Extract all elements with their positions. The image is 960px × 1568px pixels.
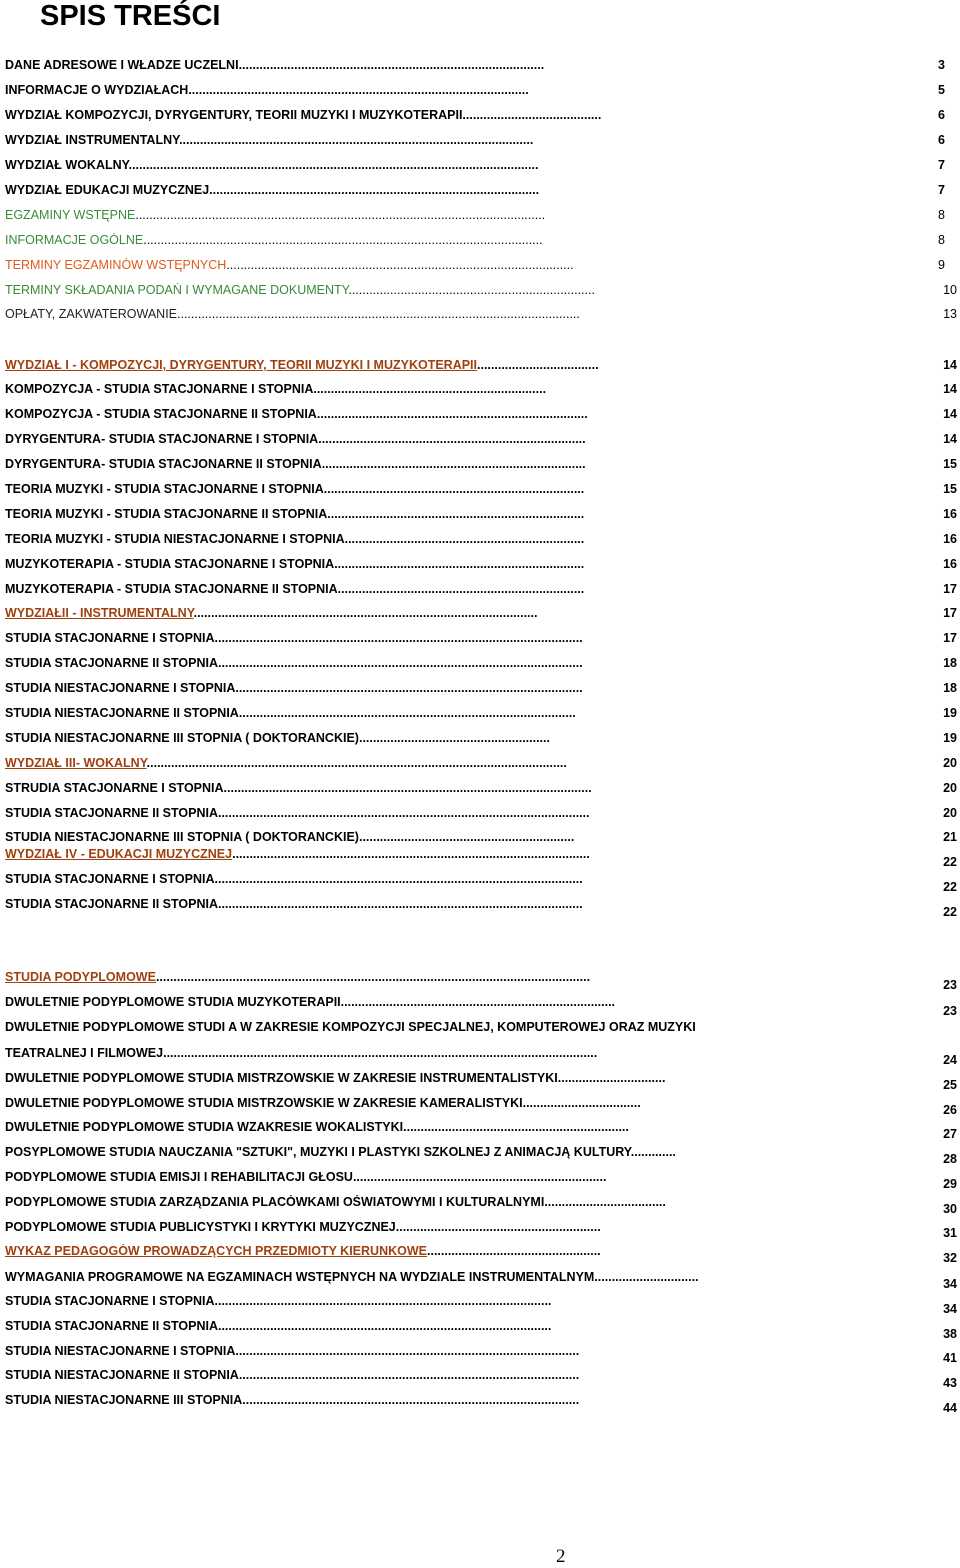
toc-entry[interactable] xyxy=(5,1195,917,1209)
toc-entry-title: STRUDIA STACJONARNE I STOPNIA xyxy=(5,781,224,795)
toc-entry[interactable] xyxy=(5,606,917,620)
toc-entry[interactable] xyxy=(5,1344,917,1358)
toc-page-number: 8 xyxy=(938,233,945,247)
toc-entry[interactable] xyxy=(5,1096,925,1110)
toc-entry-title: DWULETNIE PODYPLOMOWE STUDIA MISTRZOWSKIE W ZAKRESIE INSTRUMENTALISTYKI xyxy=(5,1071,558,1085)
toc-page-number: 6 xyxy=(938,133,945,147)
toc-page-number: 30 xyxy=(943,1202,957,1216)
toc-dot-leader: ...................................................................................................... xyxy=(179,133,534,147)
toc-page-number: 44 xyxy=(943,1401,957,1415)
toc-page-number: 8 xyxy=(938,208,945,222)
toc-entry-title: STUDIA NIESTACJONARNE III STOPNIA ( DOKTORANCKIE) xyxy=(5,830,359,844)
toc-page-number: 16 xyxy=(943,532,957,546)
toc-dot-leader: ....................................................................... xyxy=(337,582,585,596)
toc-page-number: 14 xyxy=(943,382,957,396)
toc-entry-title: POSYPLOMOWE STUDIA NAUCZANIA "SZTUKI", MUZYKI I PLASTYKI SZKOLNEJ Z ANIMACJĄ KULTURY xyxy=(5,1145,631,1159)
toc-page-number: 25 xyxy=(943,1078,957,1092)
toc-dot-leader: .................................................................................................. xyxy=(238,1368,580,1382)
toc-entry[interactable] xyxy=(5,656,910,670)
toc-page-number: 15 xyxy=(943,457,957,471)
toc-dot-leader: ................................................................................................ xyxy=(217,1319,552,1333)
toc-entry[interactable] xyxy=(5,1244,917,1258)
toc-dot-leader: ......................................................................................................... xyxy=(217,897,583,911)
toc-dot-leader: ................................................................. xyxy=(403,1120,629,1134)
toc-dot-leader: .................................................................................................... xyxy=(226,258,574,272)
toc-page-number: 27 xyxy=(943,1127,957,1141)
toc-entry-title: WYDZIAŁ IV - EDUKACJI MUZYCZNEJ xyxy=(5,847,233,861)
toc-dot-leader: ................................................................................................... xyxy=(193,606,538,620)
toc-dot-leader: ....................................................................... xyxy=(348,283,595,297)
toc-entry[interactable] xyxy=(5,507,917,521)
toc-entry[interactable] xyxy=(5,1270,917,1284)
toc-dot-leader: ....................................................................................................... xyxy=(232,847,590,861)
toc-entry-title: DWULETNIE PODYPLOMOWE STUDIA MISTRZOWSKIE W ZAKRESIE KAMERALISTYKI xyxy=(5,1096,523,1110)
toc-dot-leader: ................................................................................................... xyxy=(235,1344,580,1358)
toc-entry[interactable] xyxy=(5,208,927,222)
toc-entry[interactable] xyxy=(5,847,917,861)
toc-page-number: 43 xyxy=(943,1376,957,1390)
toc-page-number: 14 xyxy=(943,358,957,372)
toc-page-number: 5 xyxy=(938,83,945,97)
toc-page-number: 22 xyxy=(943,880,957,894)
toc-page-number: 18 xyxy=(943,681,957,695)
toc-page-number: 17 xyxy=(943,606,957,620)
toc-entry[interactable] xyxy=(5,897,917,911)
toc-entry-title: PODYPLOMOWE STUDIA PUBLICYSTYKI I KRYTYKI MUZYCZNEJ xyxy=(5,1220,396,1234)
toc-entry-title: STUDIA NIESTACJONARNE I STOPNIA xyxy=(5,681,236,695)
toc-page-number: 31 xyxy=(943,1226,957,1240)
toc-page-number: 21 xyxy=(943,830,957,844)
toc-dot-leader: ............. xyxy=(630,1145,676,1159)
toc-entry[interactable] xyxy=(5,631,912,645)
toc-dot-leader: .................................. xyxy=(522,1096,641,1110)
toc-entry[interactable] xyxy=(5,258,920,272)
toc-entry[interactable] xyxy=(5,432,917,446)
toc-dot-leader: .............................................................................. xyxy=(316,407,588,421)
toc-entry-title: MUZYKOTERAPIA - STUDIA STACJONARNE II STOPNIA xyxy=(5,582,338,596)
toc-dot-leader: .................................................................................................. xyxy=(188,83,529,97)
toc-entry-title: KOMPOZYCJA - STUDIA STACJONARNE I STOPNIA xyxy=(5,382,314,396)
toc-entry-title: WYDZIAŁ III- WOKALNY xyxy=(5,756,147,770)
toc-entry-title: DWULETNIE PODYPLOMOWE STUDIA MUZYKOTERAPII xyxy=(5,995,341,1009)
toc-dot-leader: .................................................. xyxy=(427,1244,601,1258)
toc-entry-title: STUDIA STACJONARNE I STOPNIA xyxy=(5,631,215,645)
page-number: 2 xyxy=(556,1546,566,1567)
toc-entry-title: DWULETNIE PODYPLOMOWE STUDI A W ZAKRESIE KOMPOZYCJI SPECJALNEJ, KOMPUTEROWEJ ORAZ MUZYKI xyxy=(5,1020,696,1034)
toc-entry[interactable] xyxy=(5,457,917,471)
toc-entry-title: TEORIA MUZYKI - STUDIA STACJONARNE I STOPNIA xyxy=(5,482,324,496)
toc-dot-leader: ...................................................................................................................... xyxy=(135,208,546,222)
toc-entry-title: WYDZIAŁ I - KOMPOZYCJI, DYRYGENTURY, TEORII MUZYKI I MUZYKOTERAPII xyxy=(5,358,478,372)
toc-page-number: 41 xyxy=(943,1351,957,1365)
toc-entry-title: STUDIA NIESTACJONARNE I STOPNIA xyxy=(5,1344,236,1358)
toc-page-number: 9 xyxy=(938,258,945,272)
toc-dot-leader: .......................................................................... xyxy=(327,507,585,521)
toc-dot-leader: ...................................................................................................................... xyxy=(128,158,539,172)
toc-entry-title: WYDZIAŁ WOKALNY xyxy=(5,158,129,172)
toc-page-number: 17 xyxy=(943,582,957,596)
toc-dot-leader: ................................................................................................. xyxy=(238,706,576,720)
toc-entry-title: DWULETNIE PODYPLOMOWE STUDIA WZAKRESIE WOKALISTYKI xyxy=(5,1120,404,1134)
toc-page-number: 17 xyxy=(943,631,957,645)
toc-page-number: 7 xyxy=(938,183,945,197)
toc-dot-leader: ............................................................................................... xyxy=(209,183,540,197)
toc-dot-leader: ............................................................................... xyxy=(340,995,616,1009)
toc-page-number: 14 xyxy=(943,407,957,421)
toc-entry-title: TEORIA MUZYKI - STUDIA STACJONARNE II STOPNIA xyxy=(5,507,328,521)
toc-entry[interactable] xyxy=(5,1294,925,1308)
toc-entry[interactable] xyxy=(5,872,917,886)
toc-entry-title: WYDZIAŁII - INSTRUMENTALNY xyxy=(5,606,194,620)
toc-dot-leader: ......................................................................................................................... xyxy=(146,756,567,770)
toc-entry-title: WYKAZ PEDAGOGÓW PROWADZĄCYCH PRZEDMIOTY KIERUNKOWE xyxy=(5,1244,427,1258)
toc-dot-leader: ................................................................................................................... xyxy=(143,233,543,247)
toc-entry[interactable] xyxy=(5,995,917,1009)
toc-page-number: 7 xyxy=(938,158,945,172)
toc-entry[interactable] xyxy=(5,830,917,844)
toc-dot-leader: ................................................................................................. xyxy=(242,1393,580,1407)
toc-entry-title: PODYPLOMOWE STUDIA EMISJI I REHABILITACJI GŁOSU xyxy=(5,1170,353,1184)
toc-page-number: 32 xyxy=(943,1251,957,1265)
toc-dot-leader: .............................. xyxy=(594,1270,699,1284)
toc-dot-leader: ............................................................................ xyxy=(321,457,586,471)
toc-dot-leader: .................................................................................................... xyxy=(235,681,583,695)
toc-entry[interactable] xyxy=(5,806,917,820)
toc-page-number: 20 xyxy=(943,781,957,795)
toc-entry-title: KOMPOZYCJA - STUDIA STACJONARNE II STOPNIA xyxy=(5,407,317,421)
toc-page-number: 38 xyxy=(943,1327,957,1341)
toc-entry-title: STUDIA PODYPLOMOWE xyxy=(5,970,156,984)
toc-dot-leader: ........................................ xyxy=(462,108,602,122)
toc-dot-leader: .......................................................................................................... xyxy=(223,781,592,795)
toc-entry-title: STUDIA STACJONARNE II STOPNIA xyxy=(5,656,218,670)
toc-entry-title: STUDIA STACJONARNE II STOPNIA xyxy=(5,1319,218,1333)
toc-entry[interactable] xyxy=(5,233,920,247)
toc-entry[interactable] xyxy=(5,133,927,147)
toc-entry-title: STUDIA STACJONARNE I STOPNIA xyxy=(5,872,215,886)
toc-dot-leader: ........................................................................ xyxy=(334,557,585,571)
toc-page-number: 13 xyxy=(943,307,957,321)
toc-dot-leader: ............................................................................................................................. xyxy=(155,970,591,984)
toc-entry-title: STUDIA NIESTACJONARNE II STOPNIA xyxy=(5,1368,239,1382)
toc-entry-title: WYDZIAŁ INSTRUMENTALNY xyxy=(5,133,180,147)
toc-page-number: 3 xyxy=(938,58,945,72)
toc-page-number: 22 xyxy=(943,855,957,869)
toc-dot-leader: ........................................................................... xyxy=(323,482,585,496)
toc-dot-leader: .......................................................................................................... xyxy=(214,631,583,645)
toc-dot-leader: ............................... xyxy=(557,1071,666,1085)
toc-entry[interactable] xyxy=(5,1170,917,1184)
toc-page-number: 23 xyxy=(943,978,957,992)
toc-entry[interactable] xyxy=(5,582,917,596)
toc-entry-title: STUDIA STACJONARNE I STOPNIA xyxy=(5,1294,215,1308)
toc-entry[interactable] xyxy=(5,283,920,297)
toc-page-number: 23 xyxy=(943,1004,957,1018)
toc-entry-title: STUDIA NIESTACJONARNE III STOPNIA ( DOKTORANCKIE) xyxy=(5,731,359,745)
toc-entry-title: EGZAMINY WSTĘPNE xyxy=(5,208,136,222)
toc-entry[interactable] xyxy=(5,307,917,321)
toc-entry[interactable] xyxy=(5,706,925,720)
toc-dot-leader: ..................................................................... xyxy=(344,532,585,546)
toc-page-number: 20 xyxy=(943,806,957,820)
toc-entry[interactable] xyxy=(5,970,917,984)
toc-entry[interactable] xyxy=(5,532,917,546)
toc-entry[interactable] xyxy=(5,681,910,695)
toc-entry-title: WYMAGANIA PROGRAMOWE NA EGZAMINACH WSTĘPNYCH NA WYDZIALE INSTRUMENTALNYM xyxy=(5,1270,595,1284)
toc-page-number: 34 xyxy=(943,1277,957,1291)
toc-entry-title: WYDZIAŁ EDUKACJI MUZYCZNEJ xyxy=(5,183,210,197)
toc-entry[interactable] xyxy=(5,1046,917,1060)
toc-page-number: 14 xyxy=(943,432,957,446)
toc-dot-leader: ............................................................................................................................. xyxy=(163,1046,598,1060)
toc-dot-leader: ........................................................................................................... xyxy=(217,806,590,820)
toc-entry-title: DYRYGENTURA- STUDIA STACJONARNE I STOPNIA xyxy=(5,432,319,446)
toc-entry-title: DANE ADRESOWE I WŁADZE UCZELNI xyxy=(5,58,239,72)
toc-page-number: 19 xyxy=(943,706,957,720)
toc-entry[interactable] xyxy=(5,731,927,745)
toc-entry[interactable] xyxy=(5,407,917,421)
toc-page-number: 20 xyxy=(943,756,957,770)
toc-entry-title: MUZYKOTERAPIA - STUDIA STACJONARNE I STOPNIA xyxy=(5,557,335,571)
toc-entry[interactable] xyxy=(5,482,917,496)
toc-entry-title: TEORIA MUZYKI - STUDIA NIESTACJONARNE I STOPNIA xyxy=(5,532,345,546)
toc-entry-title: TERMINY EGZAMINÓW WSTĘPNYCH xyxy=(5,258,227,272)
toc-dot-leader: .................................................................................................................... xyxy=(177,307,580,321)
toc-entry-title: OPŁATY, ZAKWATEROWANIE xyxy=(5,307,178,321)
toc-entry-title: PODYPLOMOWE STUDIA ZARZĄDZANIA PLACÓWKAMI OŚWIATOWYMI I KULTURALNYMI xyxy=(5,1195,545,1209)
toc-entry-title: STUDIA NIESTACJONARNE II STOPNIA xyxy=(5,706,239,720)
toc-page-number: 29 xyxy=(943,1177,957,1191)
toc-entry-title: STUDIA STACJONARNE II STOPNIA xyxy=(5,897,218,911)
toc-dot-leader: ................................................................................................. xyxy=(214,1294,552,1308)
toc-entry-title: TERMINY SKŁADANIA PODAŃ I WYMAGANE DOKUMENTY xyxy=(5,283,349,297)
toc-entry-title: STUDIA NIESTACJONARNE III STOPNIA xyxy=(5,1393,243,1407)
toc-page-number: 26 xyxy=(943,1103,957,1117)
toc-entry-title: TEATRALNEJ I FILMOWEJ xyxy=(5,1046,164,1060)
toc-page-number: 16 xyxy=(943,507,957,521)
toc-dot-leader: ............................................................................. xyxy=(318,432,586,446)
toc-entry-title: WYDZIAŁ KOMPOZYCJI, DYRYGENTURY, TEORII MUZYKI I MUZYKOTERAPII xyxy=(5,108,463,122)
toc-entry[interactable] xyxy=(5,1393,917,1407)
toc-entry[interactable] xyxy=(5,1145,917,1159)
toc-page-number: 10 xyxy=(943,283,957,297)
toc-page-number: 6 xyxy=(938,108,945,122)
toc-entry[interactable] xyxy=(5,158,927,172)
toc-dot-leader: .............................................................. xyxy=(358,830,575,844)
toc-entry-title: INFORMACJE O WYDZIAŁACH xyxy=(5,83,189,97)
toc-page-number: 18 xyxy=(943,656,957,670)
toc-entry-title: STUDIA STACJONARNE II STOPNIA xyxy=(5,806,218,820)
toc-entry[interactable] xyxy=(5,108,927,122)
toc-entry[interactable] xyxy=(5,1120,925,1134)
toc-entry[interactable] xyxy=(5,557,917,571)
toc-entry[interactable] xyxy=(5,781,917,795)
page-title: SPIS TREŚCI xyxy=(40,0,221,32)
toc-entry-title: DYRYGENTURA- STUDIA STACJONARNE II STOPNIA xyxy=(5,457,322,471)
toc-page-number: 15 xyxy=(943,482,957,496)
toc-dot-leader: ........................................................... xyxy=(395,1220,601,1234)
toc-entry[interactable] xyxy=(5,358,927,372)
toc-entry[interactable] xyxy=(5,183,927,197)
toc-dot-leader: ......................................................................... xyxy=(352,1170,607,1184)
toc-entry-title: INFORMACJE OGÓLNE xyxy=(5,233,144,247)
toc-page-number: 19 xyxy=(943,731,957,745)
toc-dot-leader: ................................... xyxy=(544,1195,666,1209)
toc-entry[interactable] xyxy=(5,1220,917,1234)
toc-page-number: 22 xyxy=(943,905,957,919)
toc-dot-leader: ................................................................... xyxy=(313,382,547,396)
toc-entry[interactable] xyxy=(5,1368,917,1382)
toc-page-number: 34 xyxy=(943,1302,957,1316)
toc-page-number: 24 xyxy=(943,1053,957,1067)
toc-entry[interactable] xyxy=(5,58,927,72)
toc-dot-leader: ......................................................................................................... xyxy=(217,656,583,670)
toc-entry[interactable] xyxy=(5,382,927,396)
toc-dot-leader: ................................... xyxy=(477,358,599,372)
toc-entry[interactable] xyxy=(5,1071,917,1085)
toc-dot-leader: ....................................................... xyxy=(358,731,550,745)
toc-page-number: 16 xyxy=(943,557,957,571)
toc-page-number: 28 xyxy=(943,1152,957,1166)
toc-dot-leader: ........................................................................................ xyxy=(238,58,545,72)
toc-entry[interactable] xyxy=(5,83,927,97)
toc-entry[interactable] xyxy=(5,1319,925,1333)
toc-entry[interactable] xyxy=(5,756,917,770)
toc-dot-leader: .......................................................................................................... xyxy=(214,872,583,886)
toc-entry[interactable] xyxy=(5,1020,917,1034)
